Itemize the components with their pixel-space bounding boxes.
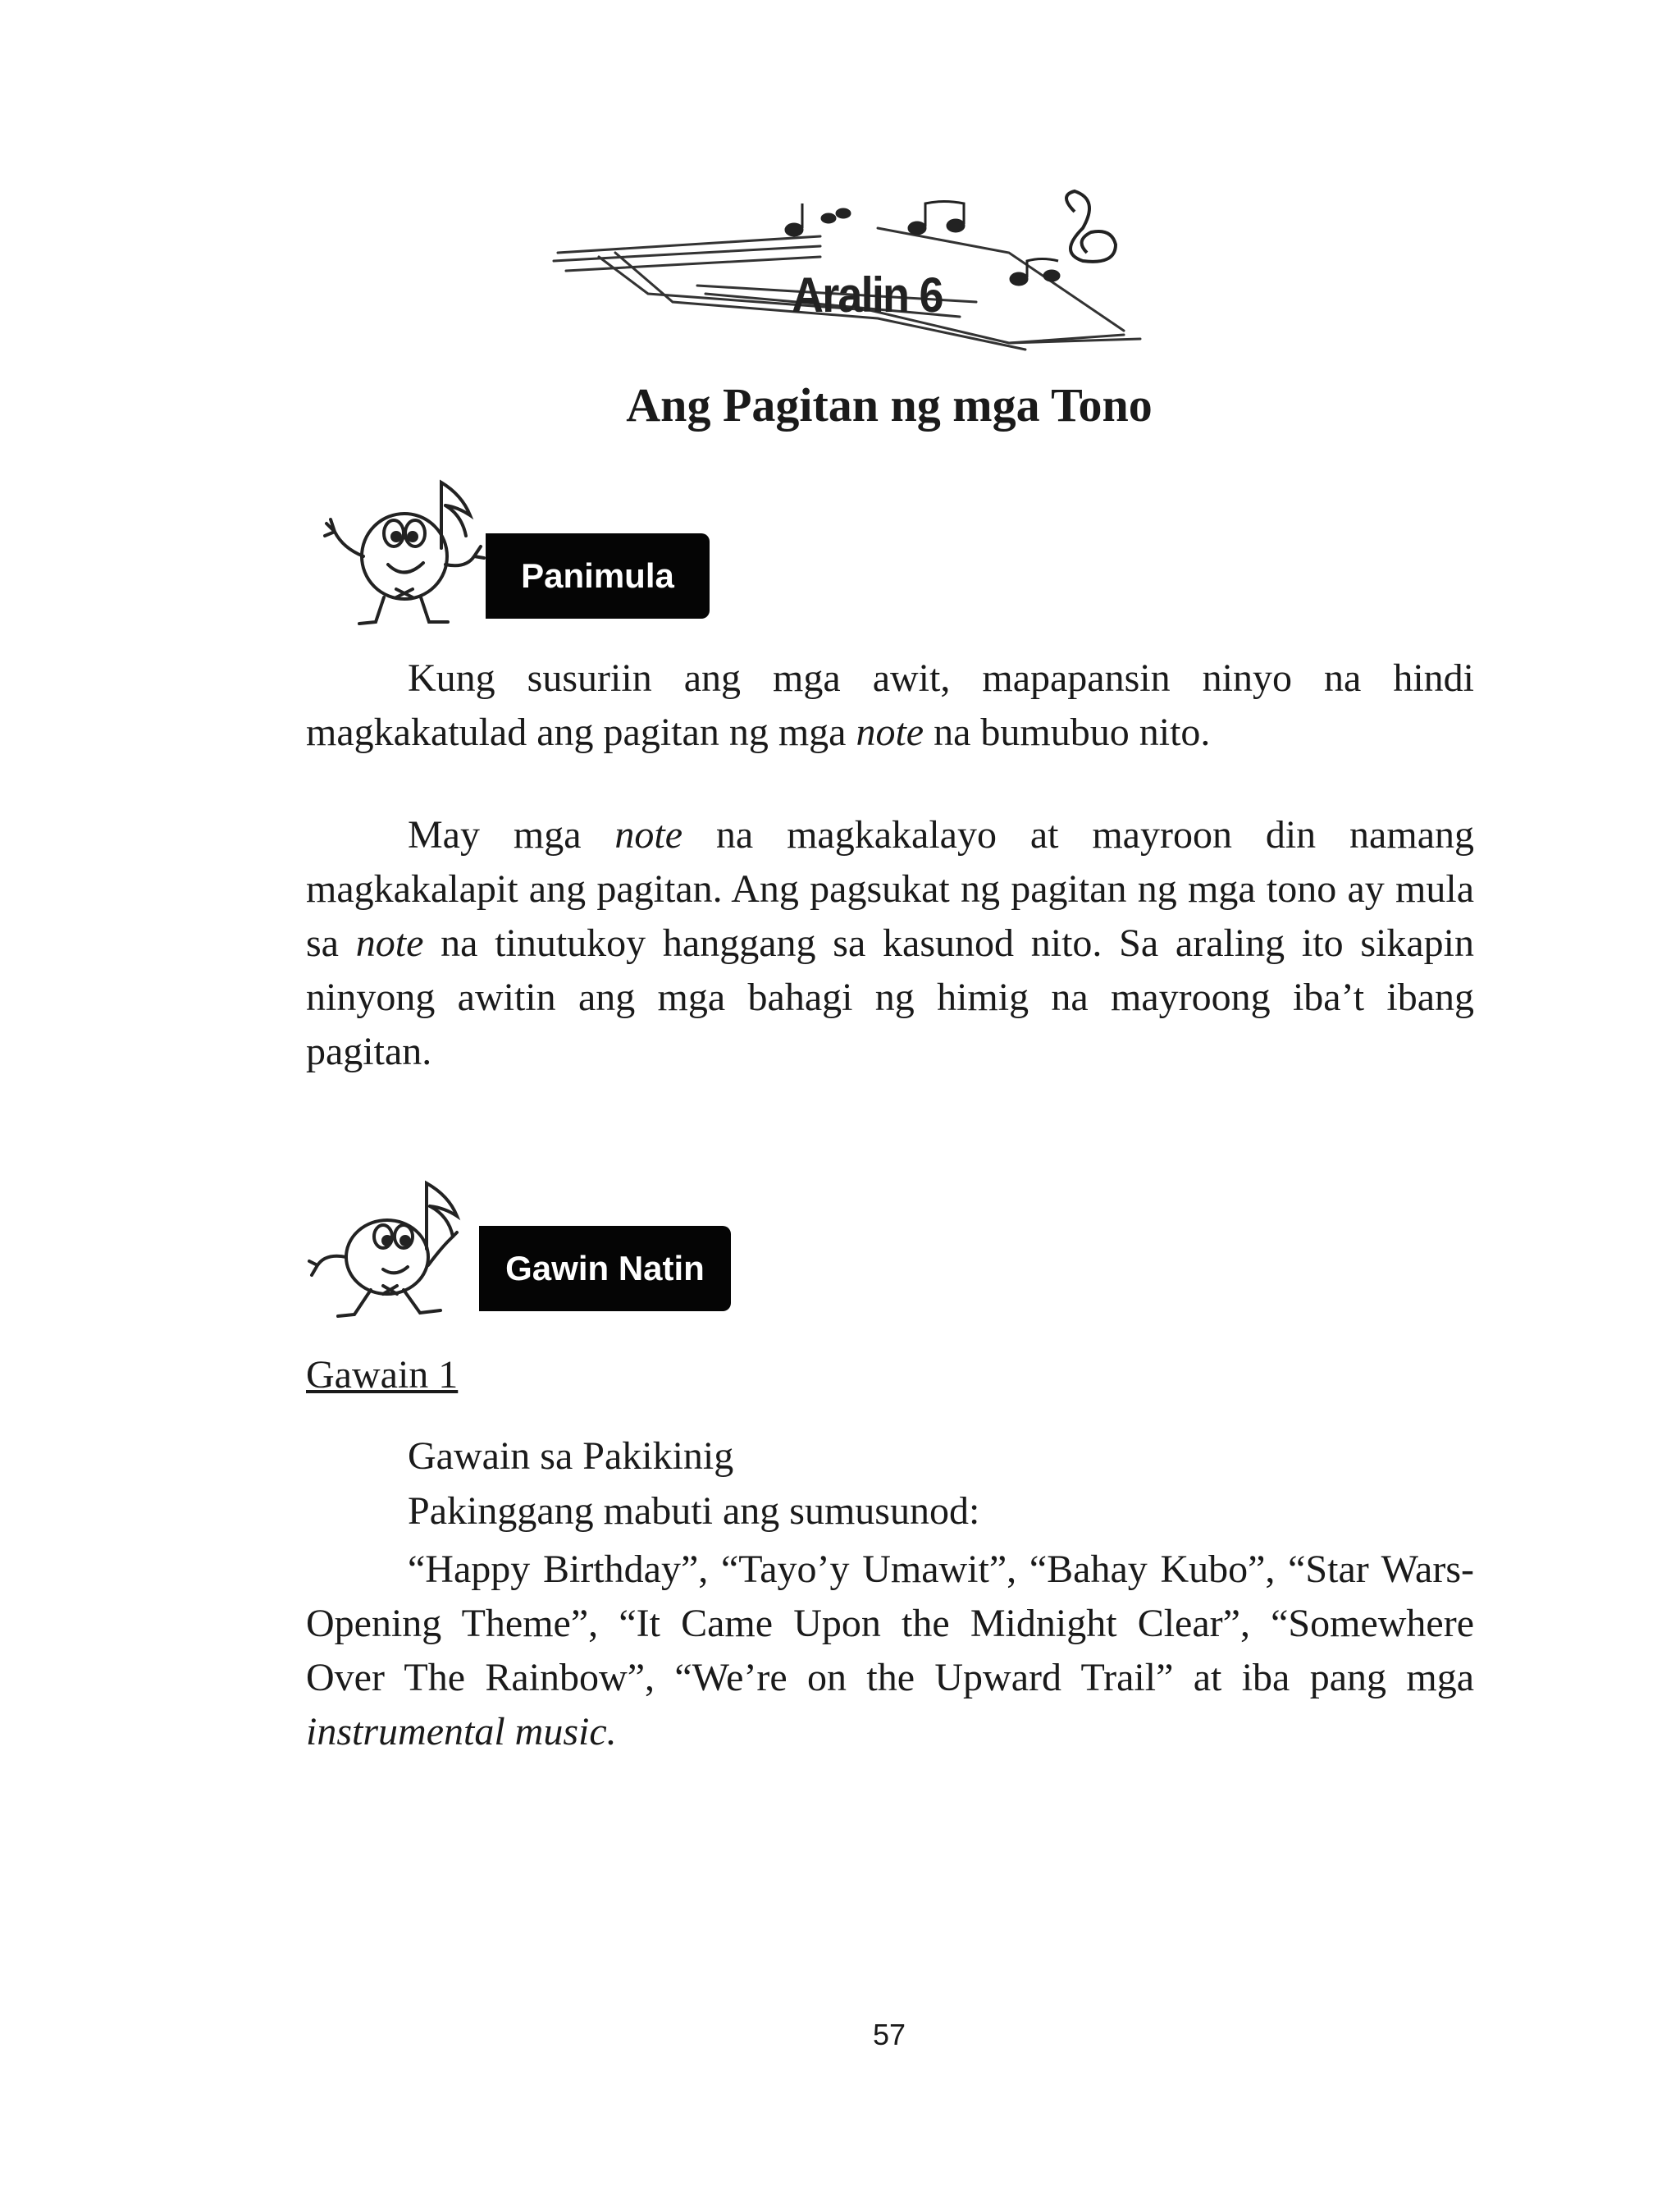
para-2-em-a: note bbox=[614, 813, 683, 857]
activity-instruction: Pakinggang mabuti ang sumusunod: bbox=[408, 1489, 980, 1533]
song-list-em: instrumental music. bbox=[306, 1710, 617, 1753]
running-music-note-mascot-icon bbox=[305, 1175, 482, 1327]
para-1-em: note bbox=[856, 711, 924, 754]
intro-paragraph-1 bbox=[306, 652, 1474, 760]
lesson-title: Ang Pagitan ng mga Tono bbox=[626, 378, 1153, 432]
section-badge-panimula: Panimula bbox=[486, 533, 710, 619]
section-badge-gawin-natin: Gawin Natin bbox=[479, 1226, 731, 1311]
para-1-text-a: Kung susuriin ang mga awit, mapapansin ninyo na hindi magkakatulad ang pagitan ng mga bbox=[306, 656, 1474, 754]
song-list-text: “Happy Birthday”, “Tayo’y Umawit”, “Bahay Kubo”, “Star Wars-Opening Theme”, “It Came Upon the Midnight Clear”, “Somewhere Over The Rainbow”, “We’re on the Upward Trail” at iba pang mga bbox=[306, 1548, 1474, 1699]
para-2-text-a: May mga bbox=[408, 813, 615, 857]
para-1-text-b: na bumubuo nito. bbox=[924, 711, 1211, 754]
page-number: 57 bbox=[872, 2018, 906, 2051]
para-2-text-c: na tinutukoy hanggang sa kasunod nito. Sa araling ito sikapin ninyong awitin ang mga bahagi ng himig na mayroong iba’t ibang pagitan. bbox=[306, 921, 1475, 1073]
lesson-number-label: Aralin 6 bbox=[792, 267, 943, 322]
para-2-em-b: note bbox=[355, 921, 424, 965]
intro-paragraph-2 bbox=[306, 808, 1474, 1079]
song-list-paragraph bbox=[306, 1543, 1474, 1759]
music-note-mascot-icon bbox=[318, 466, 491, 630]
para-2-text-b: na magkakalayo at mayroon din namang magkakalapit ang pagitan. Ang pagsukat ng pagitan ng mga tono ay mula sa bbox=[306, 813, 1474, 965]
activity-subtitle: Gawain sa Pakikinig bbox=[408, 1434, 734, 1478]
activity-heading: Gawain 1 bbox=[306, 1353, 459, 1397]
